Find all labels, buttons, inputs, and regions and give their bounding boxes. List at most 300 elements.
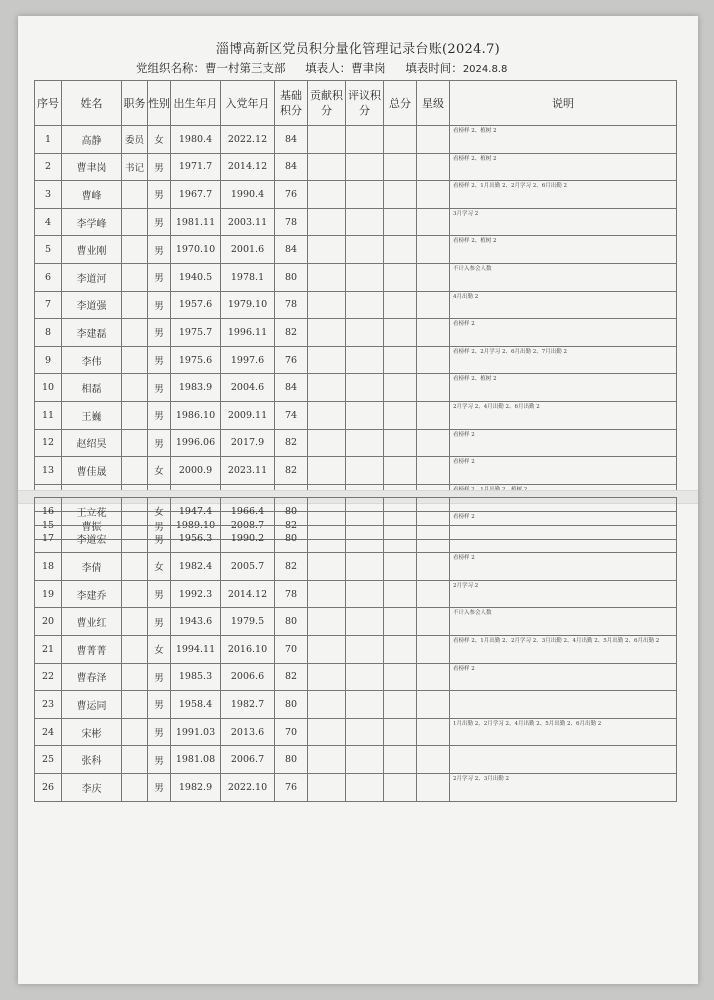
cell-note: 看榜样 2、植树 2: [450, 236, 677, 264]
cell-birth: 1996.06: [171, 429, 221, 457]
cell-no: 18: [35, 553, 62, 581]
cell-note: 4月出勤 2: [450, 291, 677, 319]
filler-value: 曹聿岗: [351, 61, 386, 75]
cell-sex: 男: [148, 691, 171, 719]
cell-note: [450, 498, 677, 526]
cell-review: [346, 401, 384, 429]
cell-duty: 委员: [122, 126, 148, 154]
cell-note: 看榜样 2、植树 2: [450, 126, 677, 154]
cell-base: 80: [275, 525, 308, 553]
col-header-star: 星级: [417, 81, 450, 126]
cell-join: 1982.7: [221, 691, 275, 719]
cell-contrib: [308, 635, 346, 663]
cell-total: [384, 374, 417, 402]
cell-base: 84: [275, 153, 308, 181]
cell-total: [384, 691, 417, 719]
cell-join: 2008.7: [221, 512, 275, 540]
table-row: [35, 746, 677, 774]
cell-total: [384, 663, 417, 691]
cell-star: [417, 319, 450, 347]
cell-contrib: [308, 746, 346, 774]
cell-contrib: [308, 457, 346, 485]
table-row: [35, 291, 677, 319]
table-row: [35, 208, 677, 236]
cell-sex: 男: [148, 374, 171, 402]
col-header-total: 总分: [384, 81, 417, 126]
org-value: 曹一村第三支部: [205, 61, 286, 75]
cell-review: [346, 319, 384, 347]
cell-contrib: [308, 236, 346, 264]
cell-name: 李庆: [62, 773, 122, 801]
cell-contrib: [308, 153, 346, 181]
cell-review: [346, 208, 384, 236]
col-header-birth: 出生年月: [171, 81, 221, 126]
cell-birth: 1983.9: [171, 374, 221, 402]
cell-join: 2009.11: [221, 401, 275, 429]
cell-review: [346, 635, 384, 663]
cell-join: 1990.4: [221, 181, 275, 209]
cell-sex: 男: [148, 181, 171, 209]
cell-total: [384, 208, 417, 236]
cell-duty: [122, 374, 148, 402]
cell-sex: 男: [148, 512, 171, 540]
cell-no: 4: [35, 208, 62, 236]
cell-base: 84: [275, 126, 308, 154]
meta-line: [136, 60, 507, 76]
cell-duty: [122, 498, 148, 526]
cell-base: 82: [275, 319, 308, 347]
cell-total: [384, 346, 417, 374]
cell-birth: 1982.4: [171, 553, 221, 581]
cell-birth: 1980.4: [171, 126, 221, 154]
cell-name: 李伟: [62, 346, 122, 374]
cell-base: 76: [275, 181, 308, 209]
cell-join: 2001.6: [221, 236, 275, 264]
cell-birth: 2000.9: [171, 457, 221, 485]
cell-name: 李建磊: [62, 319, 122, 347]
cell-sex: 女: [148, 126, 171, 154]
cell-duty: [122, 208, 148, 236]
col-header-contrib: 贡献积分: [308, 81, 346, 126]
cell-duty: [122, 635, 148, 663]
cell-total: [384, 153, 417, 181]
cell-sex: 女: [148, 457, 171, 485]
cell-star: [417, 457, 450, 485]
cell-review: [346, 126, 384, 154]
cell-no: 22: [35, 663, 62, 691]
table-row: [35, 236, 677, 264]
cell-birth: 1975.7: [171, 319, 221, 347]
cell-total: [384, 525, 417, 553]
table-row: [35, 553, 677, 581]
cell-base: 80: [275, 498, 308, 526]
cell-review: [346, 608, 384, 636]
cell-total: [384, 635, 417, 663]
cell-sex: 男: [148, 263, 171, 291]
cell-duty: [122, 346, 148, 374]
cell-review: [346, 153, 384, 181]
table-row: [35, 126, 677, 154]
col-header-no: 序号: [35, 81, 62, 126]
cell-no: 9: [35, 346, 62, 374]
cell-no: 16: [35, 498, 62, 526]
cell-name: 高静: [62, 126, 122, 154]
table-row: [35, 429, 677, 457]
cell-note: 看榜样 2、1月出勤 2、2月学习 2、3月出勤 2、4月出勤 2、5月出勤 2、6月出勤 2: [450, 635, 677, 663]
cell-no: 21: [35, 635, 62, 663]
cell-contrib: [308, 263, 346, 291]
cell-base: 82: [275, 429, 308, 457]
cell-join: 2022.12: [221, 126, 275, 154]
cell-duty: [122, 236, 148, 264]
cell-total: [384, 608, 417, 636]
ledger-table-upper: [34, 80, 677, 540]
cell-duty: [122, 525, 148, 553]
cell-name: 曹聿岗: [62, 153, 122, 181]
cell-contrib: [308, 181, 346, 209]
cell-join: 2022.10: [221, 773, 275, 801]
cell-join: 1997.6: [221, 346, 275, 374]
cell-name: 曹业红: [62, 608, 122, 636]
cell-total: [384, 773, 417, 801]
cell-star: [417, 718, 450, 746]
table-row: [35, 691, 677, 719]
col-header-base: 基础积分: [275, 81, 308, 126]
cell-note: [450, 525, 677, 553]
cell-review: [346, 346, 384, 374]
cell-name: 曹峰: [62, 181, 122, 209]
cell-join: 2023.11: [221, 457, 275, 485]
date-value: 2024.8.8: [462, 64, 508, 75]
col-header-review: 评议积分: [346, 81, 384, 126]
cell-note: 看榜样 2: [450, 512, 677, 540]
cell-note: 2月学习 2: [450, 580, 677, 608]
cell-contrib: [308, 291, 346, 319]
cell-review: [346, 374, 384, 402]
cell-star: [417, 263, 450, 291]
cell-join: 2004.6: [221, 374, 275, 402]
cell-no: 20: [35, 608, 62, 636]
cell-note: 1月出勤 2、2月学习 2、4月出勤 2、5月出勤 2、6月出勤 2: [450, 718, 677, 746]
cell-no: 5: [35, 236, 62, 264]
cell-birth: 1957.6: [171, 291, 221, 319]
cell-base: 82: [275, 663, 308, 691]
cell-birth: 1982.9: [171, 773, 221, 801]
cell-duty: [122, 746, 148, 774]
table-row: [35, 181, 677, 209]
cell-note: 3月学习 2: [450, 208, 677, 236]
cell-birth: 1991.03: [171, 718, 221, 746]
cell-join: 1990.2: [221, 525, 275, 553]
org-label: 党组织名称：: [136, 61, 205, 75]
cell-note: 不计入参会人数: [450, 608, 677, 636]
cell-duty: [122, 718, 148, 746]
cell-contrib: [308, 773, 346, 801]
table-row: [35, 498, 677, 526]
ledger-sheet: [18, 16, 698, 984]
cell-duty: [122, 608, 148, 636]
cell-base: 70: [275, 718, 308, 746]
cell-duty: [122, 691, 148, 719]
cell-no: 19: [35, 580, 62, 608]
cell-name: 李学峰: [62, 208, 122, 236]
cell-total: [384, 263, 417, 291]
cell-review: [346, 773, 384, 801]
cell-name: 曹振: [62, 512, 122, 540]
cell-sex: 男: [148, 525, 171, 553]
cell-birth: 1956.3: [171, 525, 221, 553]
cell-review: [346, 525, 384, 553]
cell-duty: [122, 457, 148, 485]
cell-star: [417, 401, 450, 429]
cell-star: [417, 663, 450, 691]
cell-no: 3: [35, 181, 62, 209]
cell-contrib: [308, 553, 346, 581]
cell-contrib: [308, 208, 346, 236]
cell-note: 2月学习 2、3月出勤 2: [450, 773, 677, 801]
cell-star: [417, 291, 450, 319]
cell-review: [346, 746, 384, 774]
cell-total: [384, 126, 417, 154]
table-row: [35, 401, 677, 429]
cell-name: 赵绍昊: [62, 429, 122, 457]
cell-base: 84: [275, 236, 308, 264]
cell-star: [417, 580, 450, 608]
cell-star: [417, 635, 450, 663]
table-row: [35, 663, 677, 691]
cell-name: 曹佳晟: [62, 457, 122, 485]
table-row: [35, 718, 677, 746]
cell-sex: 男: [148, 608, 171, 636]
table-row: [35, 153, 677, 181]
cell-no: 12: [35, 429, 62, 457]
cell-no: 6: [35, 263, 62, 291]
cell-name: 曹菁菁: [62, 635, 122, 663]
cell-birth: 1940.5: [171, 263, 221, 291]
cell-join: 2003.11: [221, 208, 275, 236]
cell-note: 看榜样 2: [450, 553, 677, 581]
table-row: [35, 773, 677, 801]
cell-name: 相磊: [62, 374, 122, 402]
col-header-sex: 性别: [148, 81, 171, 126]
cell-no: 10: [35, 374, 62, 402]
cell-star: [417, 429, 450, 457]
cell-note: 看榜样 2、1月出勤 2、2月学习 2、6月出勤 2: [450, 181, 677, 209]
cell-base: 78: [275, 580, 308, 608]
cell-birth: 1971.7: [171, 153, 221, 181]
cell-no: 11: [35, 401, 62, 429]
cell-star: [417, 126, 450, 154]
cell-base: 76: [275, 346, 308, 374]
table-row: [35, 457, 677, 485]
cell-no: 8: [35, 319, 62, 347]
cell-total: [384, 746, 417, 774]
cell-base: 82: [275, 457, 308, 485]
cell-name: 曹春泽: [62, 663, 122, 691]
cell-base: 70: [275, 635, 308, 663]
cell-total: [384, 181, 417, 209]
cell-birth: 1994.11: [171, 635, 221, 663]
cell-star: [417, 746, 450, 774]
cell-star: [417, 525, 450, 553]
cell-name: 李道宏: [62, 525, 122, 553]
cell-contrib: [308, 580, 346, 608]
cell-contrib: [308, 319, 346, 347]
cell-star: [417, 773, 450, 801]
cell-no: 17: [35, 525, 62, 553]
cell-review: [346, 498, 384, 526]
cell-contrib: [308, 498, 346, 526]
cell-review: [346, 263, 384, 291]
cell-no: 24: [35, 718, 62, 746]
cell-base: 74: [275, 401, 308, 429]
cell-note: 看榜样 2: [450, 663, 677, 691]
cell-review: [346, 691, 384, 719]
cell-sex: 男: [148, 153, 171, 181]
cell-duty: [122, 291, 148, 319]
cell-no: 25: [35, 746, 62, 774]
cell-duty: [122, 181, 148, 209]
col-header-note: 说明: [450, 81, 677, 126]
cell-base: 82: [275, 553, 308, 581]
cell-join: 2017.9: [221, 429, 275, 457]
cell-contrib: [308, 374, 346, 402]
cell-total: [384, 553, 417, 581]
page-title: 淄博高新区党员积分量化管理记录台账(2024.7): [215, 42, 501, 57]
cell-star: [417, 374, 450, 402]
ledger-table-lower: [34, 497, 677, 802]
cell-contrib: [308, 663, 346, 691]
cell-duty: [122, 319, 148, 347]
cell-review: [346, 718, 384, 746]
cell-total: [384, 236, 417, 264]
cell-note: 不计入参会人数: [450, 263, 677, 291]
cell-total: [384, 401, 417, 429]
cell-birth: 1970.10: [171, 236, 221, 264]
cell-join: 2006.7: [221, 746, 275, 774]
cell-contrib: [308, 346, 346, 374]
cell-review: [346, 663, 384, 691]
cell-name: 李道强: [62, 291, 122, 319]
cell-join: 2006.6: [221, 663, 275, 691]
cell-review: [346, 236, 384, 264]
col-header-duty: 职务: [122, 81, 148, 126]
date-label: 填表时间：: [405, 61, 463, 75]
cell-review: [346, 429, 384, 457]
col-header-join: 入党年月: [221, 81, 275, 126]
cell-join: 2005.7: [221, 553, 275, 581]
cell-star: [417, 208, 450, 236]
table-body-upper: [35, 126, 677, 540]
cell-no: 26: [35, 773, 62, 801]
cell-duty: [122, 401, 148, 429]
cell-birth: 1958.4: [171, 691, 221, 719]
cell-join: 2016.10: [221, 635, 275, 663]
cell-sex: 男: [148, 319, 171, 347]
cell-duty: [122, 263, 148, 291]
cell-contrib: [308, 429, 346, 457]
cell-contrib: [308, 525, 346, 553]
cell-sex: 男: [148, 718, 171, 746]
cell-duty: [122, 773, 148, 801]
cell-review: [346, 553, 384, 581]
cell-base: 76: [275, 773, 308, 801]
cell-sex: 男: [148, 346, 171, 374]
cell-total: [384, 319, 417, 347]
cell-contrib: [308, 691, 346, 719]
cell-birth: 1967.7: [171, 181, 221, 209]
cell-name: 李道河: [62, 263, 122, 291]
cell-star: [417, 181, 450, 209]
table-row: [35, 608, 677, 636]
cell-contrib: [308, 608, 346, 636]
filler-label: 填表人：: [305, 61, 352, 75]
cell-review: [346, 291, 384, 319]
cell-name: 李建乔: [62, 580, 122, 608]
cell-star: [417, 153, 450, 181]
cell-sex: 女: [148, 498, 171, 526]
cell-total: [384, 291, 417, 319]
cell-name: 李倩: [62, 553, 122, 581]
cell-star: [417, 553, 450, 581]
cell-no: 15: [35, 512, 62, 540]
cell-sex: 男: [148, 236, 171, 264]
table-row: [35, 635, 677, 663]
cell-review: [346, 457, 384, 485]
cell-note: 看榜样 2、2月学习 2、6月出勤 2、7月出勤 2: [450, 346, 677, 374]
table-row: [35, 346, 677, 374]
cell-base: 80: [275, 691, 308, 719]
col-header-name: 姓名: [62, 81, 122, 126]
cell-name: 张科: [62, 746, 122, 774]
cell-birth: 1981.11: [171, 208, 221, 236]
cell-join: 1979.10: [221, 291, 275, 319]
cell-star: [417, 236, 450, 264]
cell-base: 78: [275, 208, 308, 236]
cell-base: 80: [275, 263, 308, 291]
header-row: [35, 81, 677, 126]
cell-contrib: [308, 126, 346, 154]
cell-duty: [122, 429, 148, 457]
cell-birth: 1981.08: [171, 746, 221, 774]
cell-no: 1: [35, 126, 62, 154]
cell-birth: 1975.6: [171, 346, 221, 374]
cell-note: [450, 691, 677, 719]
cell-name: 曹运同: [62, 691, 122, 719]
cell-sex: 女: [148, 635, 171, 663]
cell-sex: 男: [148, 663, 171, 691]
cell-base: 80: [275, 746, 308, 774]
table-body-lower: [35, 498, 677, 802]
cell-note: 看榜样 2、植树 2: [450, 374, 677, 402]
cell-star: [417, 691, 450, 719]
cell-contrib: [308, 401, 346, 429]
cell-note: [450, 746, 677, 774]
cell-sex: 男: [148, 291, 171, 319]
cell-no: 7: [35, 291, 62, 319]
table-row: [35, 319, 677, 347]
cell-join: 2014.12: [221, 580, 275, 608]
cell-star: [417, 608, 450, 636]
cell-birth: 1947.4: [171, 498, 221, 526]
cell-duty: [122, 553, 148, 581]
cell-sex: 男: [148, 429, 171, 457]
cell-contrib: [308, 718, 346, 746]
cell-star: [417, 498, 450, 526]
cell-join: 1996.11: [221, 319, 275, 347]
cell-sex: 男: [148, 773, 171, 801]
table-row: [35, 525, 677, 553]
